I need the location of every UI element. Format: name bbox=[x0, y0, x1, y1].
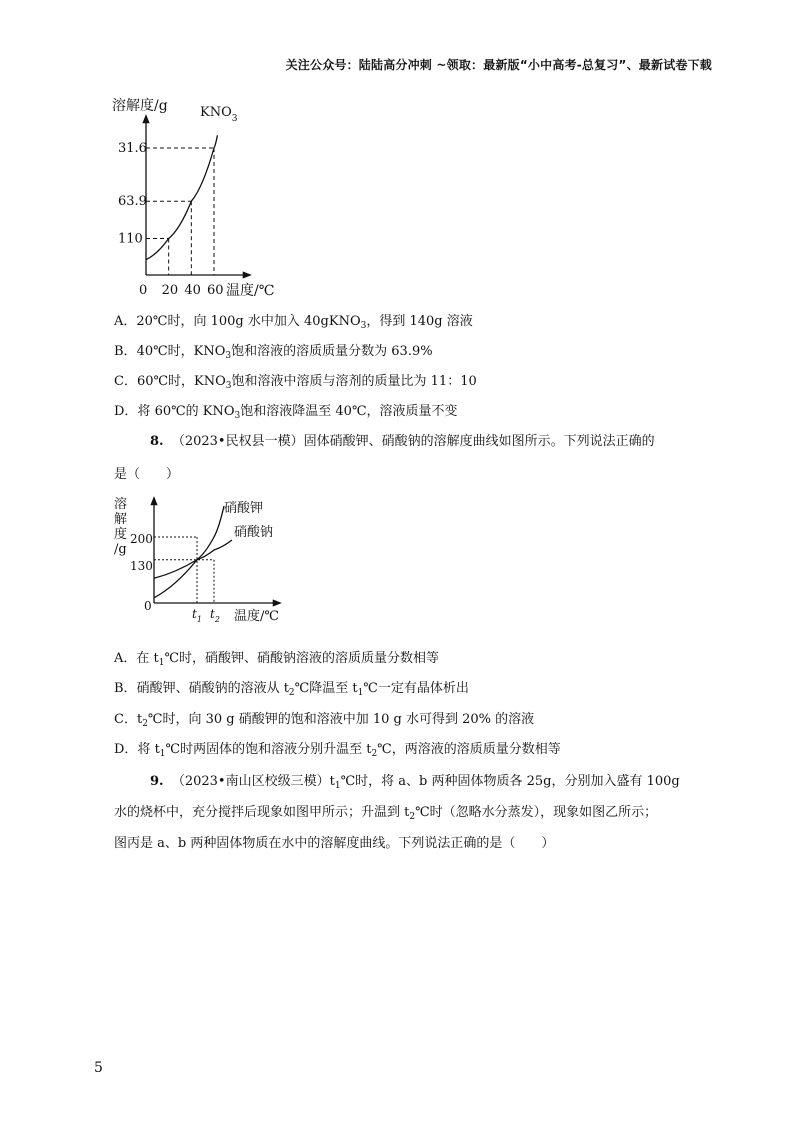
y-tick-label: 31.6 bbox=[118, 141, 147, 156]
x-tick-t1: $t_1$ bbox=[192, 607, 202, 624]
q7-option-d: D．将 60℃的 $KNO_3$饱和溶液降温至 40℃，溶液质量不变 bbox=[114, 404, 458, 421]
origin-label: 0 bbox=[144, 599, 152, 613]
q7-option-c: C．60℃时，$KNO_3$饱和溶液中溶质与溶剂的质量比为 11：10 bbox=[114, 374, 477, 391]
x-tick-t2: $t_2$ bbox=[210, 607, 220, 624]
q8-option-b: B．硝酸钾、硝酸钠的溶液从 $t_2℃$降温至 $t_1℃$一定有晶体析出 bbox=[114, 681, 469, 698]
nitrate-solubility-chart bbox=[112, 490, 312, 630]
q9-stem-line1: 9. （2023•南山区校级三模）$t_1℃$时，将 a、b 两种固体物质各 25g，分别加入盛有 100g bbox=[150, 774, 680, 791]
svg-text:度: 度 bbox=[114, 527, 128, 542]
curve-label: $KNO_3$ bbox=[200, 105, 238, 124]
kno3-curve bbox=[146, 135, 217, 259]
x-tick-label: 40 bbox=[184, 283, 201, 298]
y-axis-label bbox=[114, 496, 127, 557]
y-axis-label: 溶解度/g bbox=[112, 98, 168, 114]
q8-stem-line2: 是（ ） bbox=[114, 467, 180, 482]
svg-text:/g: /g bbox=[114, 542, 127, 557]
page-header: 关注公众号：陆陆高分冲刺 ~领取：最新版“小中高考-总复习”、最新试卷下载 bbox=[285, 58, 712, 72]
y-tick-130: 130 bbox=[130, 559, 153, 573]
q8-option-d: D．将 $t_1℃$时两固体的饱和溶液分别升温至 $t_2℃$，两溶液的溶质质量分数相等 bbox=[114, 742, 561, 759]
q8-stem-line1: 8. （2023•民权县一模）固体硝酸钾、硝酸钠的溶解度曲线如图所示。下列说法正确的 bbox=[150, 434, 655, 449]
y-tick-label: 63.9 bbox=[118, 194, 147, 210]
x-tick-label: 0 bbox=[139, 283, 148, 298]
sodium-nitrate-curve bbox=[154, 540, 232, 578]
y-tick-label: 110 bbox=[118, 231, 143, 247]
x-axis-label: 温度/℃ bbox=[234, 609, 279, 624]
series-label-nano3: 硝酸钠 bbox=[234, 525, 274, 540]
x-tick-label: 60 bbox=[207, 283, 224, 298]
q7-option-b: B．40℃时，$KNO_3$饱和溶液的溶质质量分数为 63.9% bbox=[114, 344, 433, 361]
x-tick-label: 20 bbox=[161, 283, 179, 298]
q8-option-a: A．在 $t_1℃$时，硝酸钾、硝酸钠溶液的溶质质量分数相等 bbox=[114, 651, 440, 668]
series-label-kno3: 硝酸钾 bbox=[224, 501, 264, 516]
y-tick-200: 200 bbox=[130, 532, 153, 546]
q7-option-a: A．20℃时，向 100g 水中加入 40gKNO$_3$，得到 140g 溶液 bbox=[114, 314, 473, 331]
x-axis-label: 温度/℃ bbox=[226, 283, 275, 299]
svg-text:解: 解 bbox=[114, 512, 128, 527]
svg-text:溶: 溶 bbox=[114, 497, 128, 512]
q9-stem-line3: 图丙是 a、b 两种固体物质在水中的溶解度曲线。下列说法正确的是（ ） bbox=[114, 836, 555, 851]
q8-option-c: C．$t_2℃$时，向 30 g 硝酸钾的饱和溶液中加 10 g 水可得到 20% 的溶液 bbox=[114, 712, 535, 729]
q9-stem-line2: 水的烧杯中，充分搅拌后现象如图甲所示；升温到 $t_2℃$时（忽略水分蒸发），现象如图乙所示； bbox=[114, 805, 658, 822]
page-number: 5 bbox=[94, 1060, 103, 1076]
kno3-solubility-chart bbox=[100, 92, 320, 302]
